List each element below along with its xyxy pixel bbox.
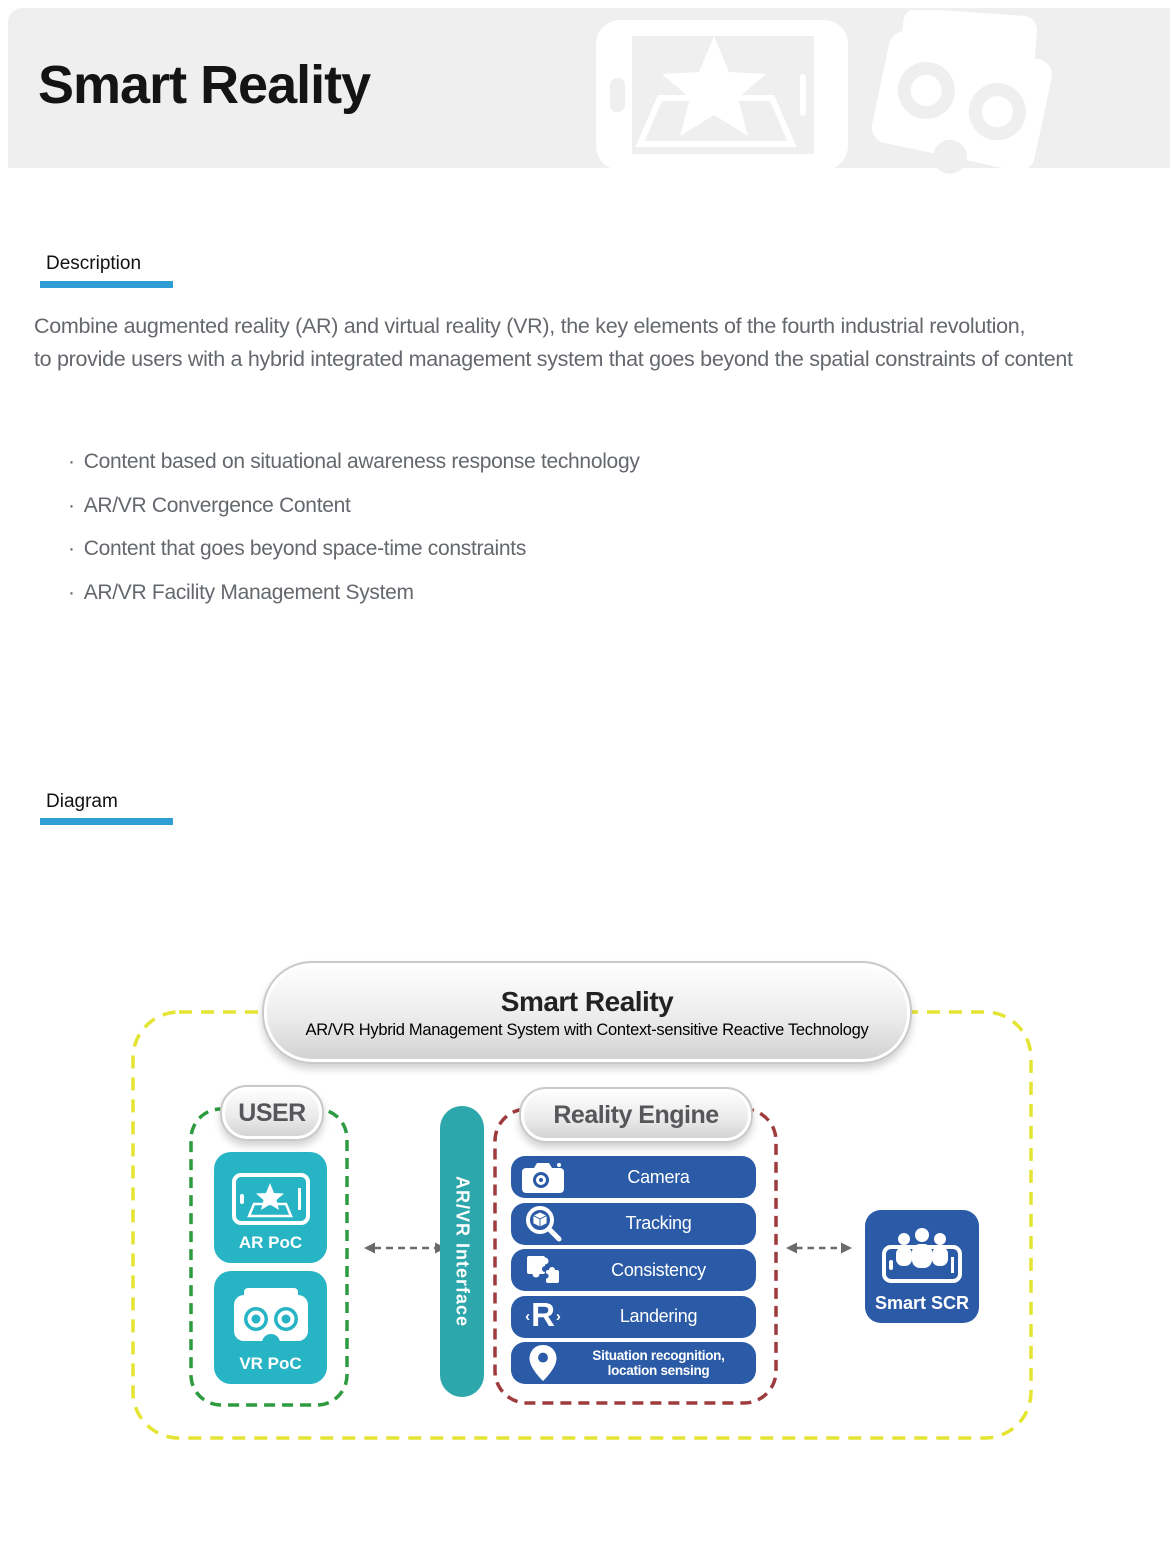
engine-row-landering: ‹ R › Landering (511, 1296, 756, 1338)
location-pin-icon (525, 1343, 561, 1383)
vr-goggles-icon (232, 1286, 310, 1346)
engine-row-situation: Situation recognition, location sensing (511, 1342, 756, 1384)
bullet-item: · AR/VR Facility Management System (68, 580, 414, 604)
header-band (8, 8, 1170, 168)
landering-r-icon: ‹ R › (525, 1296, 561, 1333)
camera-icon (521, 1160, 565, 1194)
arrow-engine-scr (784, 1241, 854, 1255)
diagram-section-label: Diagram (46, 791, 118, 812)
bullet-item: · Content that goes beyond space-time constraints (68, 537, 527, 560)
diagram-banner (262, 961, 912, 1064)
engine-rows (511, 1156, 756, 1389)
engine-row-consistency: Consistency (511, 1249, 756, 1291)
vr-poc-label: VR PoC (239, 1354, 302, 1373)
description-line-1: Combine augmented reality (AR) and virtual reality (VR), the key elements of the fourth industrial revolution, (34, 314, 1026, 338)
arvr-interface-label: AR/VR Interface (452, 1175, 473, 1328)
diagram-underline (40, 818, 173, 825)
arvr-interface-bar (440, 1106, 484, 1397)
vr-cardboard-icon (866, 10, 1066, 180)
ar-tablet-icon (596, 20, 848, 170)
user-group-title: USER (220, 1085, 324, 1141)
ar-poc-box (214, 1152, 327, 1263)
page-title: Smart Reality (38, 55, 371, 115)
diagram-banner-title: Smart Reality (500, 985, 674, 1017)
smart-scr-box (865, 1210, 979, 1323)
tracking-icon (522, 1205, 564, 1243)
description-section-label: Description (46, 253, 142, 274)
bullet-item: · AR/VR Convergence Content (68, 493, 351, 517)
ar-poc-label: AR PoC (238, 1233, 303, 1252)
ar-phone-icon (232, 1173, 310, 1225)
engine-group-title: Reality Engine (519, 1087, 753, 1143)
vr-poc-box (214, 1271, 327, 1384)
smart-scr-label: Smart SCR (874, 1293, 970, 1313)
description-line-2: to provide users with a hybrid integrated management system that goes beyond the spatial constraints of content (34, 347, 1073, 371)
description-paragraph (34, 310, 1144, 376)
engine-row-camera: Camera (511, 1156, 756, 1198)
arrow-user-interface (362, 1241, 448, 1255)
description-bullet-list (68, 440, 640, 614)
puzzle-icon (524, 1251, 562, 1289)
smart-scr-icon (882, 1225, 962, 1287)
engine-row-tracking: Tracking (511, 1203, 756, 1245)
diagram-banner-subtitle: AR/VR Hybrid Management System with Context-sensitive Reactive Technology (305, 1020, 869, 1039)
bullet-item: · Content based on situational awareness response technology (68, 450, 640, 473)
description-underline (40, 281, 173, 288)
